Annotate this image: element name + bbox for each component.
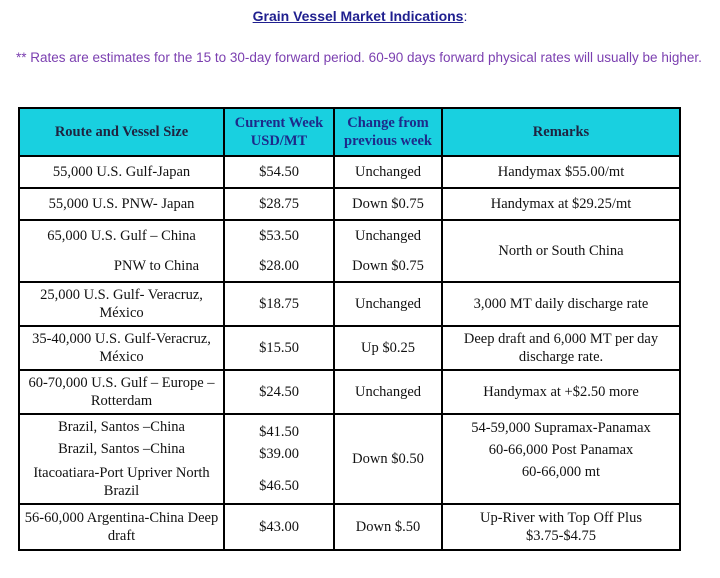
change-cell: Up $0.25 xyxy=(334,326,442,370)
rate-sub: $28.00 xyxy=(259,258,299,274)
header-remarks: Remarks xyxy=(442,108,680,156)
route-cell: 60-70,000 U.S. Gulf – Europe – Rotterdam xyxy=(19,370,224,414)
rates-note: ** Rates are estimates for the 15 to 30-day forward period. 60-90 days forward physical rates will usually be higher. xyxy=(16,50,702,65)
route-cell: 56-60,000 Argentina-China Deep draft xyxy=(19,504,224,550)
rate-cell: $18.75 xyxy=(224,282,334,326)
rate-sub: $39.00 xyxy=(259,446,299,462)
change-cell: Unchanged xyxy=(334,156,442,188)
remarks-cell: 3,000 MT daily discharge rate xyxy=(442,282,680,326)
change-sub: Down $0.75 xyxy=(352,258,424,274)
change-sub: Unchanged xyxy=(354,228,422,244)
table-row xyxy=(19,326,680,370)
route-sub: Brazil, Santos –China xyxy=(58,419,185,435)
change-cell: Unchanged xyxy=(334,370,442,414)
rate-cell: $15.50 xyxy=(224,326,334,370)
route-sub: Itacoatiara-Port Upriver North Brazil xyxy=(33,465,210,499)
change-cell: Down $.50 xyxy=(334,504,442,550)
route-sub: Brazil, Santos –China xyxy=(58,441,185,457)
header-route: Route and Vessel Size xyxy=(19,108,224,156)
remarks-cell: Handymax at $29.25/mt xyxy=(442,188,680,220)
table-row xyxy=(19,188,680,220)
remarks-cell: Deep draft and 6,000 MT per day discharge rate. xyxy=(442,326,680,370)
rate-sub: $53.50 xyxy=(259,228,299,244)
table-row xyxy=(19,370,680,414)
header-change: Change from previous week xyxy=(334,108,442,156)
route-cell: 25,000 U.S. Gulf- Veracruz, México xyxy=(19,282,224,326)
rate-cell: $28.75 xyxy=(224,188,334,220)
route-sub: 65,000 U.S. Gulf – China xyxy=(47,228,196,244)
rate-cell: $24.50 xyxy=(224,370,334,414)
rate-sub: $41.50 xyxy=(259,424,299,440)
change-cell: Down $0.75 xyxy=(334,188,442,220)
rate-cell: $54.50 xyxy=(224,156,334,188)
table-row xyxy=(19,504,680,550)
remarks-cell: Handymax $55.00/mt xyxy=(442,156,680,188)
table-row xyxy=(19,414,680,504)
header-current-week: Current Week USD/MT xyxy=(224,108,334,156)
change-cell xyxy=(334,220,442,282)
remarks-cell xyxy=(442,414,680,504)
change-cell: Unchanged xyxy=(334,282,442,326)
remarks-sub: 60-66,000 Post Panamax xyxy=(488,442,634,458)
route-cell: 55,000 U.S. PNW- Japan xyxy=(19,188,224,220)
grain-vessel-table xyxy=(18,107,681,551)
route-cell xyxy=(19,414,224,504)
remarks-sub: 60-66,000 mt xyxy=(521,464,601,480)
table-header-row xyxy=(19,108,680,156)
route-sub: PNW to China xyxy=(113,258,199,274)
route-cell: 55,000 U.S. Gulf-Japan xyxy=(19,156,224,188)
remarks-cell: Handymax at +$2.50 more xyxy=(442,370,680,414)
remarks-cell: North or South China xyxy=(442,220,680,282)
table-row xyxy=(19,220,680,282)
route-cell: 35-40,000 U.S. Gulf-Veracruz, México xyxy=(19,326,224,370)
rate-cell: $43.00 xyxy=(224,504,334,550)
rate-sub: $46.50 xyxy=(259,478,299,494)
rate-cell xyxy=(224,414,334,504)
page-title: Grain Vessel Market Indications: xyxy=(252,8,468,24)
remarks-sub: 54-59,000 Supramax-Panamax xyxy=(471,420,651,436)
rate-cell xyxy=(224,220,334,282)
table-row xyxy=(19,156,680,188)
change-cell: Down $0.50 xyxy=(334,414,442,504)
route-cell xyxy=(19,220,224,282)
table-row xyxy=(19,282,680,326)
remarks-cell: Up-River with Top Off Plus $3.75-$4.75 xyxy=(442,504,680,550)
